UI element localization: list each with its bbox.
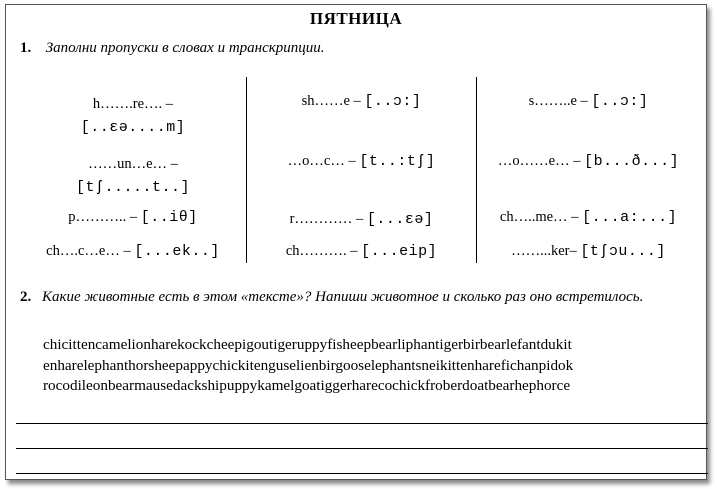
- answer-line[interactable]: [16, 448, 708, 449]
- transcription-blank[interactable]: [tʃɔu...]: [580, 243, 666, 260]
- word-item: [477, 153, 700, 170]
- column-1: [20, 77, 246, 263]
- letter-line: chicittencamelionharekockcheepigoutigeruppyfisheepbearliphantigerbirbearlefantdukit: [43, 336, 572, 353]
- column-2: [247, 77, 476, 263]
- column-3: [477, 77, 700, 263]
- word-item: [477, 209, 700, 226]
- word-item: [247, 243, 476, 260]
- word-blank[interactable]: s……..e –: [528, 93, 588, 109]
- worksheet: [5, 4, 707, 480]
- word-item: [247, 211, 476, 228]
- transcription-blank[interactable]: [...eip]: [361, 243, 438, 260]
- letter-puzzle: [43, 335, 708, 397]
- word-item: [20, 243, 246, 260]
- word-blank[interactable]: …o……e… –: [497, 153, 581, 169]
- transcription-blank[interactable]: [..ɔ:]: [591, 93, 649, 110]
- word-blank[interactable]: …o…c… –: [287, 153, 356, 169]
- task-1-number: 1.: [20, 40, 32, 56]
- transcription-blank[interactable]: [b...ð...]: [584, 153, 680, 170]
- word-item: [20, 209, 246, 226]
- word-blank[interactable]: ch….c…e… –: [46, 243, 131, 259]
- word-item: [20, 93, 246, 139]
- word-blank[interactable]: ch………. –: [285, 243, 358, 259]
- transcription-blank[interactable]: [...ek..]: [134, 243, 220, 260]
- transcription-blank[interactable]: [..iθ]: [140, 209, 198, 226]
- transcription-blank[interactable]: [..ɛə....m]: [80, 119, 186, 136]
- word-item: [477, 93, 700, 110]
- task-2-number: 2.: [20, 289, 32, 305]
- word-blank[interactable]: ch…..me… –: [499, 209, 579, 225]
- transcription-blank[interactable]: [..ɔ:]: [364, 93, 422, 110]
- letter-line: enharelephanthorsheepappychickitenguselienbirgooselephantsneikittenharefichanpidok: [43, 356, 574, 374]
- word-item: [247, 93, 476, 110]
- word-blank[interactable]: ……...ker–: [511, 243, 577, 259]
- task-1: [20, 40, 325, 57]
- word-blank[interactable]: p……….. –: [68, 209, 138, 225]
- word-item: [477, 243, 700, 260]
- task-2-instruction: Какие животные есть в этом «тексте»? Напиши животное и сколько раз оно встретилось.: [42, 289, 644, 305]
- word-blank[interactable]: ……un…e… –: [88, 156, 178, 172]
- word-item: [247, 153, 476, 170]
- transcription-blank[interactable]: [...ɛə]: [366, 211, 434, 228]
- letter-line: rocodileonbearmausedackshipuppykamelgoatiggerharecochickfroberdoatbearhephorce: [43, 377, 571, 394]
- word-item: [20, 153, 246, 199]
- word-blank[interactable]: h…….re…. –: [92, 96, 174, 112]
- word-blank[interactable]: r………… –: [289, 211, 364, 227]
- answer-line[interactable]: [16, 473, 708, 474]
- fill-in-grid: [20, 77, 700, 263]
- transcription-blank[interactable]: [tʃ.....t..]: [75, 179, 191, 196]
- task-1-instruction: Заполни пропуски в словах и транскрипции.: [45, 40, 325, 56]
- transcription-blank[interactable]: [t..:tʃ]: [359, 153, 436, 170]
- answer-line[interactable]: [16, 423, 708, 424]
- word-blank[interactable]: sh……e –: [301, 93, 361, 109]
- task-2: [20, 287, 700, 307]
- page-title: ПЯТНИЦА: [309, 9, 403, 28]
- transcription-blank[interactable]: [...a:...]: [582, 209, 678, 226]
